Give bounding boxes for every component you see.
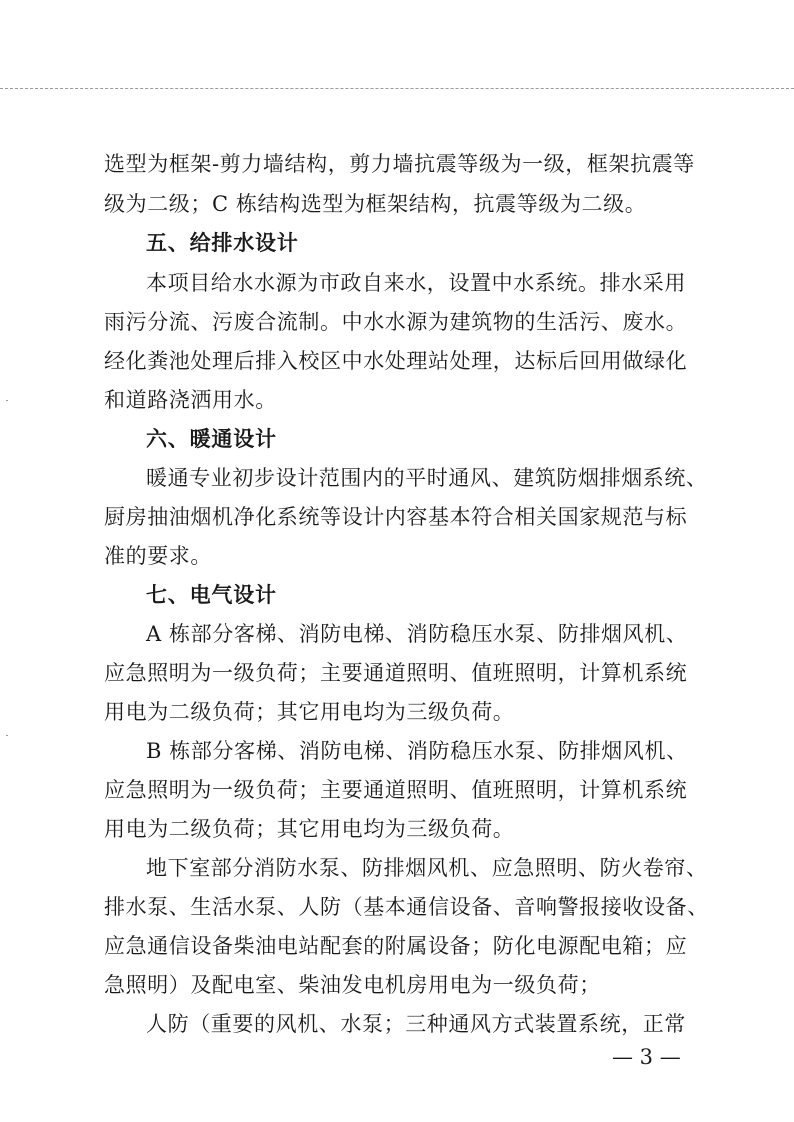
basement-line-2: 排水泵、生活水泵、人防（基本通信设备、音响警报接收设备、: [104, 895, 709, 919]
electric-b-line-2: 应急照明为一级负荷；主要通道照明、值班照明，计算机系统: [104, 778, 688, 802]
water-line-4: 和道路浇洒用水。: [104, 388, 277, 412]
basement-line-1: 地下室部分消防水泵、防排烟风机、应急照明、防火卷帘、: [146, 856, 708, 880]
electric-b-line-3: 用电为二级负荷；其它用电均为三级负荷。: [104, 817, 515, 841]
water-line-2: 雨污分流、污废合流制。中水水源为建筑物的生活污、废水。: [104, 310, 688, 334]
basement-line-3: 应急通信设备柴油电站配套的附属设备；防化电源配电箱；应: [104, 934, 688, 958]
basement-line-4: 急照明）及配电室、柴油发电机房用电为一级负荷；: [104, 973, 601, 997]
water-line-1: 本项目给水水源为市政自来水，设置中水系统。排水采用: [146, 271, 686, 295]
page-number: — 3 —: [612, 1045, 681, 1069]
electric-b-line-1: B 栋部分客梯、消防电梯、消防稳压水泵、防排烟风机、: [146, 739, 688, 763]
structure-line-2: 级为二级；C 栋结构选型为框架结构，抗震等级为二级。: [104, 192, 647, 216]
margin-mark: [6, 400, 8, 401]
section-heading-electric: 七、电气设计: [146, 583, 277, 607]
water-line-3: 经化粪池处理后排入校区中水处理站处理，达标后回用做绿化: [104, 349, 688, 373]
civil-defense-line-1: 人防（重要的风机、水泵；三种通风方式装置系统，正常: [146, 1012, 686, 1036]
electric-a-line-3: 用电为二级负荷；其它用电均为三级负荷。: [104, 700, 515, 724]
section-heading-hvac: 六、暖通设计: [146, 427, 277, 451]
hvac-line-2: 厨房抽油烟机净化系统等设计内容基本符合相关国家规范与标: [104, 505, 688, 529]
hvac-line-1: 暖通专业初步设计范围内的平时通风、建筑防烟排烟系统、: [146, 466, 708, 490]
section-heading-water: 五、给排水设计: [146, 231, 299, 255]
header-divider: [0, 88, 794, 89]
electric-a-line-1: A 栋部分客梯、消防电梯、消防稳压水泵、防排烟风机、: [146, 622, 688, 646]
electric-a-line-2: 应急照明为一级负荷；主要通道照明、值班照明，计算机系统: [104, 661, 688, 685]
hvac-line-3: 准的要求。: [104, 544, 212, 568]
margin-mark: [6, 735, 8, 736]
structure-line-1: 选型为框架-剪力墙结构，剪力墙抗震等级为一级，框架抗震等: [104, 152, 695, 176]
